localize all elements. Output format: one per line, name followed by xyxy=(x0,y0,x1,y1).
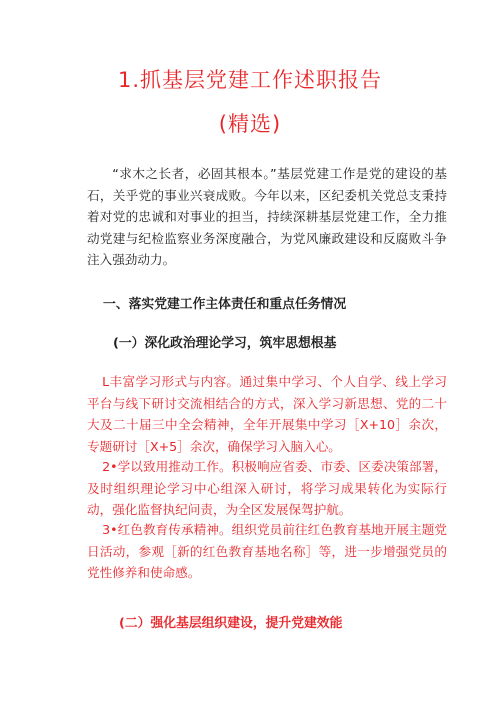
list-item-1: L丰富学习形式与内容。通过集中学习、个人自学、线上学习平台与线下研讨交流相结合的方式，深入学习新思想、党的二十大及二十届三中全会精神，全年开展集中学习［X+10］余次，专题研讨［X+5］余次，确保学习入脑入心。 xyxy=(87,374,447,454)
list-item-3: 3•红色教育传承精神。组织党员前往红色教育基地开展主题党日活动，参观［新的红色教育基地名称］等，进一步增强党员的党性修养和使命感。 xyxy=(87,522,447,580)
document-subtitle: (精选) xyxy=(218,112,282,136)
section-heading-1: 一、落实党建工作主体责任和重点任务情况 xyxy=(103,297,347,312)
intro-paragraph: “求木之长者，必固其根本。”基层党建工作是党的建设的基石，关乎党的事业兴衰成败。今年以来，区纪委机关党总支秉持着对党的忠诚和对事业的担当，持续深耕基层党建工作，全力推动党建与纪检监察业务深度融合，为党风廉政建设和反腐败斗争注入强劲动力。 xyxy=(87,166,447,267)
list-item-2: 2•学以致用推动工作。积极响应省委、市委、区委决策部署，及时组织理论学习中心组深入研讨，将学习成果转化为实际行动，强化监督执纪问责，为全区发展保驾护航。 xyxy=(87,459,447,517)
subsection-heading-1: (一）深化政治理论学习，筑牢思想根基 xyxy=(113,336,337,351)
document-title: 1.抓基层党建工作述职报告 xyxy=(117,68,383,92)
subsection-heading-2: (二）强化基层组织建设，提升党建效能 xyxy=(119,616,343,631)
